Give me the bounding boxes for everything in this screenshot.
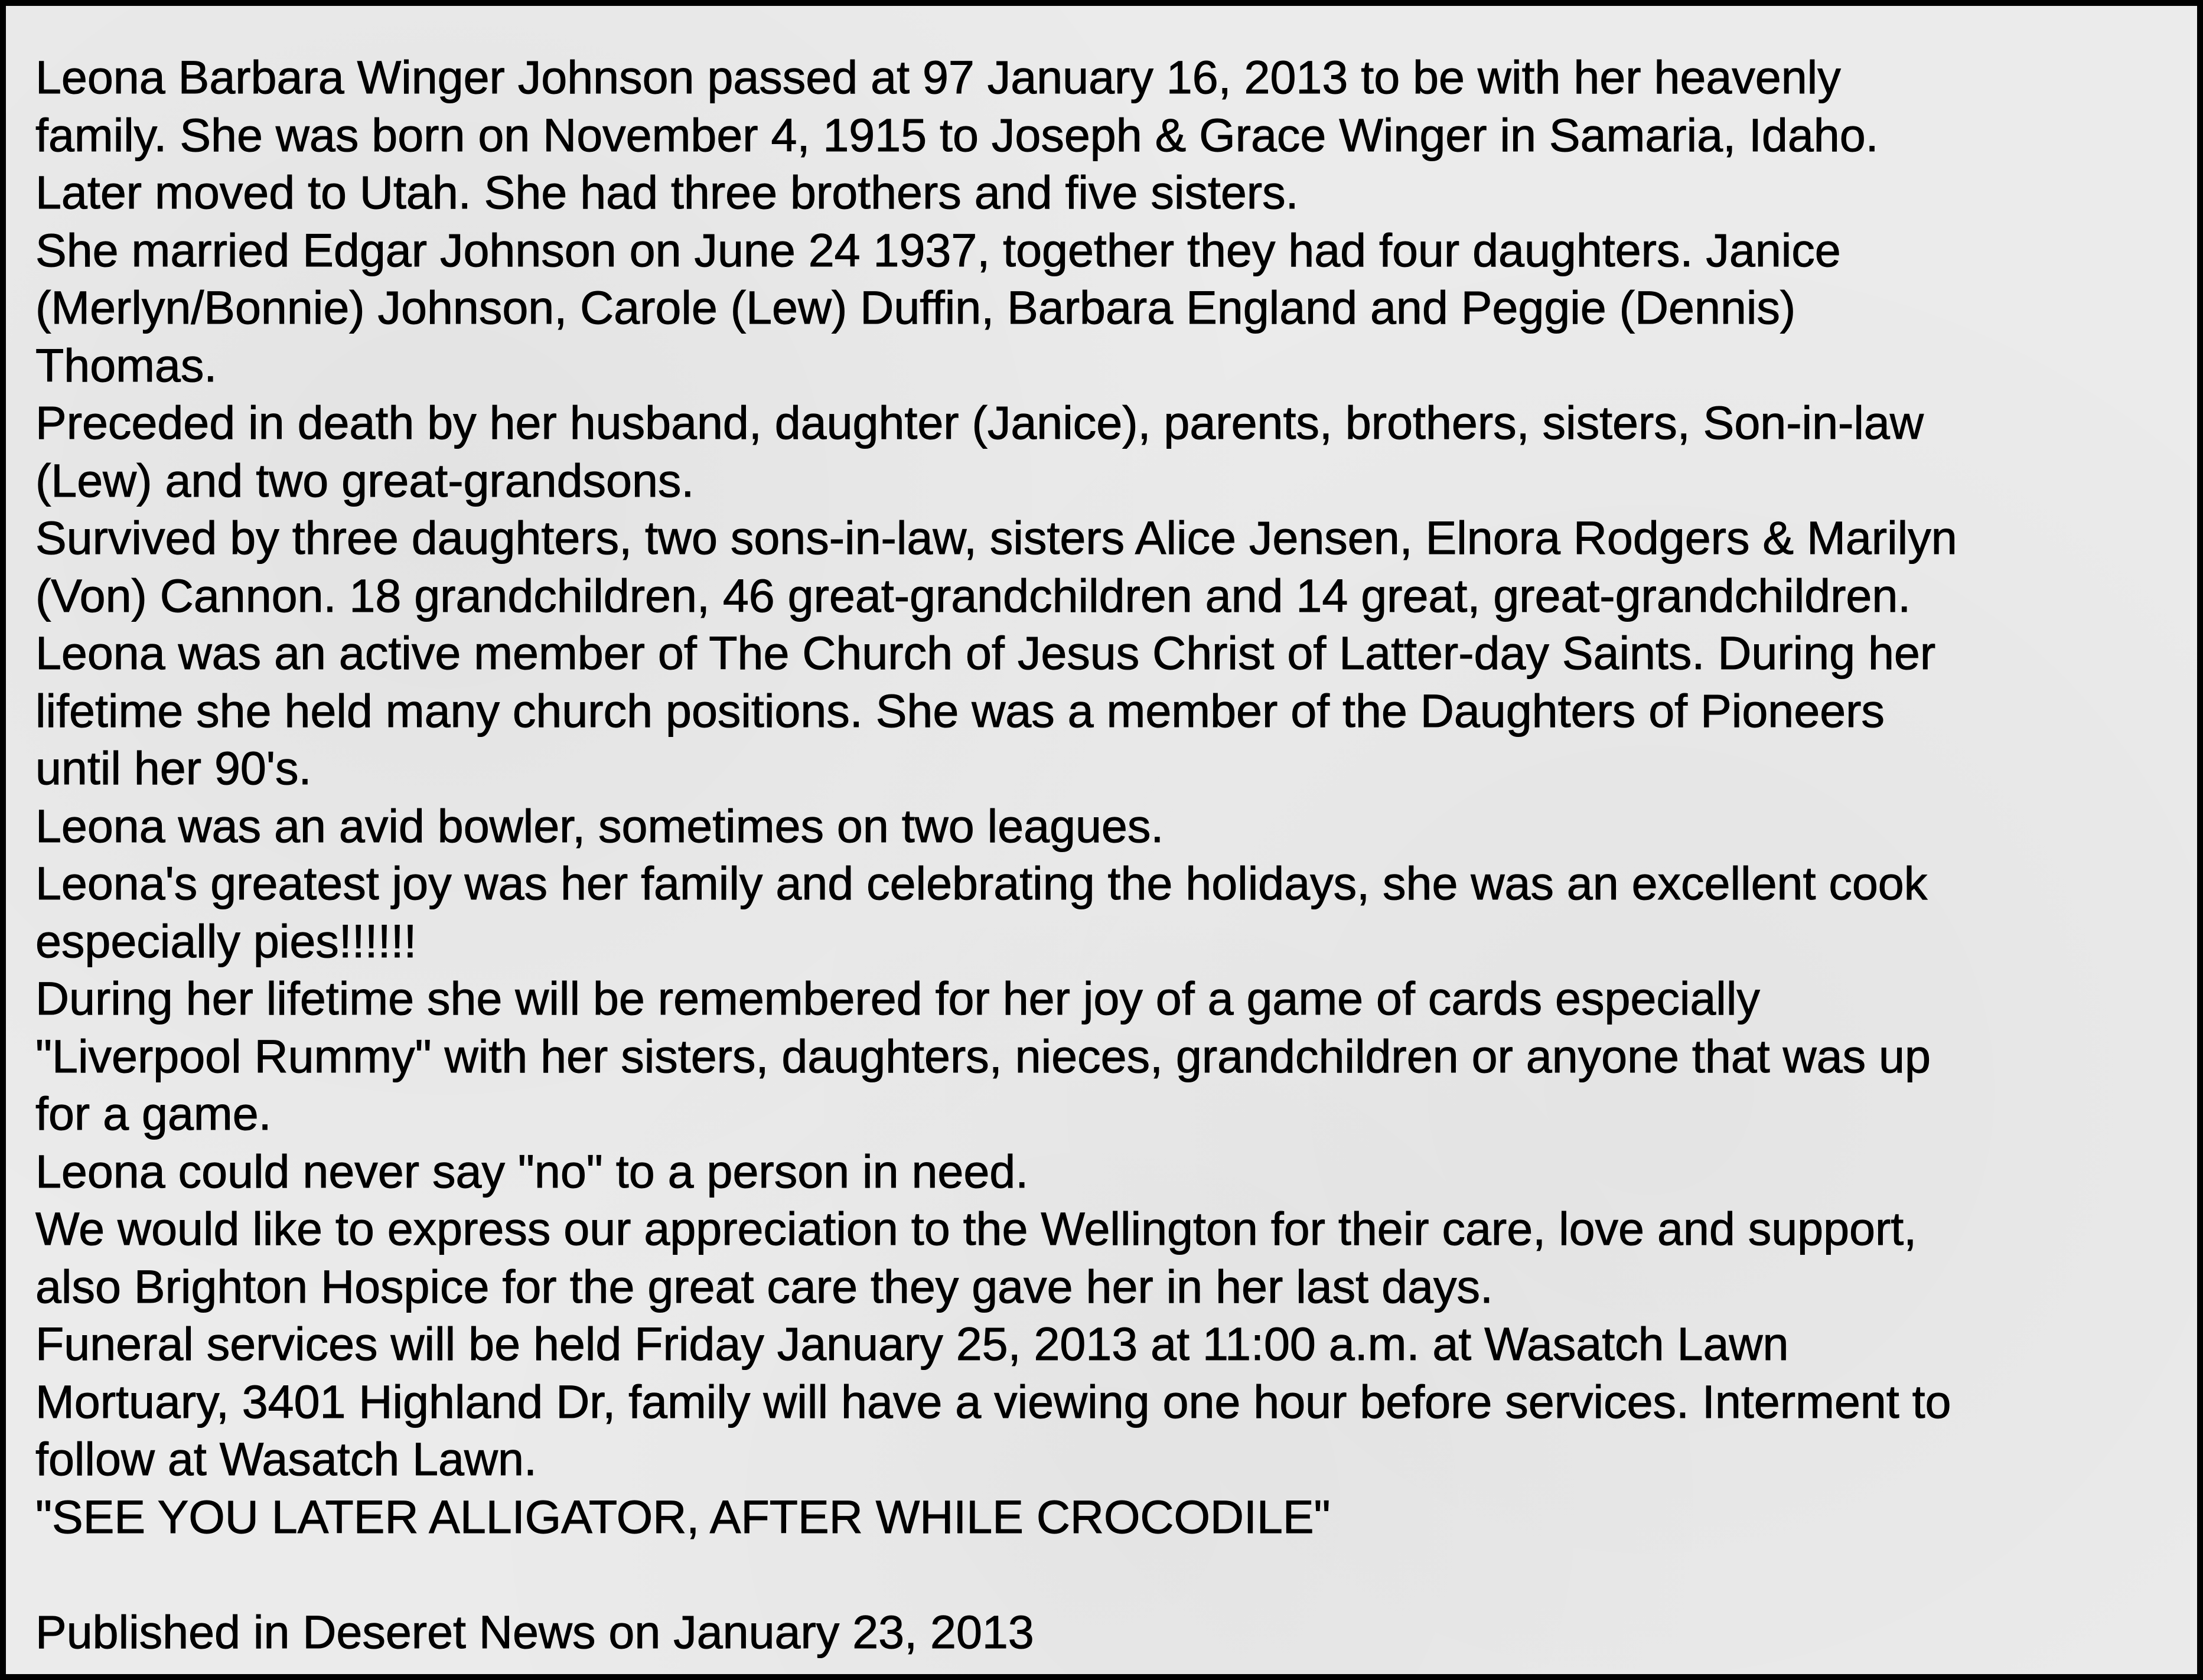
- obituary-line: Leona's greatest joy was her family and celebrating the holidays, she was an excellent cook: [35, 857, 1928, 909]
- obituary-closing-quote: "SEE YOU LATER ALLIGATOR, AFTER WHILE CROCODILE": [35, 1490, 1331, 1543]
- paragraph-gap: [35, 1545, 2185, 1603]
- obituary-line: family. She was born on November 4, 1915 to Joseph & Grace Winger in Samaria, Idaho.: [35, 108, 1879, 161]
- obituary-line: During her lifetime she will be remembered for her joy of a game of cards especially: [35, 972, 1760, 1025]
- obituary-line: Leona could never say "no" to a person in need.: [35, 1144, 1029, 1198]
- obituary-line: especially pies!!!!!!: [35, 914, 417, 967]
- obituary-text: [35, 48, 2185, 1661]
- obituary-line: She married Edgar Johnson on June 24 1937, together they had four daughters. Janice: [35, 223, 1841, 276]
- obituary-line: Survived by three daughters, two sons-in-law, sisters Alice Jensen, Elnora Rodgers & Marilyn: [35, 511, 1957, 564]
- obituary-line: Thomas.: [35, 338, 217, 392]
- obituary-line: (Merlyn/Bonnie) Johnson, Carole (Lew) Duffin, Barbara England and Peggie (Dennis): [35, 281, 1796, 334]
- obituary-line: Mortuary, 3401 Highland Dr, family will have a viewing one hour before services. Interment to: [35, 1375, 1951, 1428]
- obituary-line: for a game.: [35, 1087, 272, 1140]
- obituary-line: "Liverpool Rummy" with her sisters, daughters, nieces, grandchildren or anyone that was up: [35, 1029, 1931, 1082]
- obituary-line: Leona was an avid bowler, sometimes on two leagues.: [35, 799, 1164, 852]
- obituary-line: follow at Wasatch Lawn.: [35, 1433, 537, 1485]
- obituary-line: also Brighton Hospice for the great care they gave her in her last days.: [35, 1260, 1493, 1313]
- obituary-line: We would like to express our appreciation to the Wellington for their care, love and support,: [35, 1202, 1917, 1255]
- obituary-line: (Lew) and two great-grandsons.: [35, 454, 695, 507]
- obituary-line: Funeral services will be held Friday January 25, 2013 at 11:00 a.m. at Wasatch Lawn: [35, 1317, 1789, 1370]
- obituary-line: Preceded in death by her husband, daughter (Janice), parents, brothers, sisters, Son-in-law: [35, 396, 1924, 449]
- obituary-line: Leona Barbara Winger Johnson passed at 97 January 16, 2013 to be with her heavenly: [35, 51, 1841, 103]
- obituary-line: (Von) Cannon. 18 grandchildren, 46 great-grandchildren and 14 great, great-grandchildren.: [35, 569, 1911, 622]
- obituary-line: lifetime she held many church positions. She was a member of the Daughters of Pioneers: [35, 684, 1885, 737]
- obituary-line: Later moved to Utah. She had three brothers and five sisters.: [35, 166, 1299, 218]
- obituary-line: until her 90's.: [35, 742, 312, 794]
- publication-note: Published in Deseret News on January 23, 2013: [35, 1605, 1034, 1658]
- obituary-line: Leona was an active member of The Church of Jesus Christ of Latter-day Saints. During her: [35, 627, 1936, 679]
